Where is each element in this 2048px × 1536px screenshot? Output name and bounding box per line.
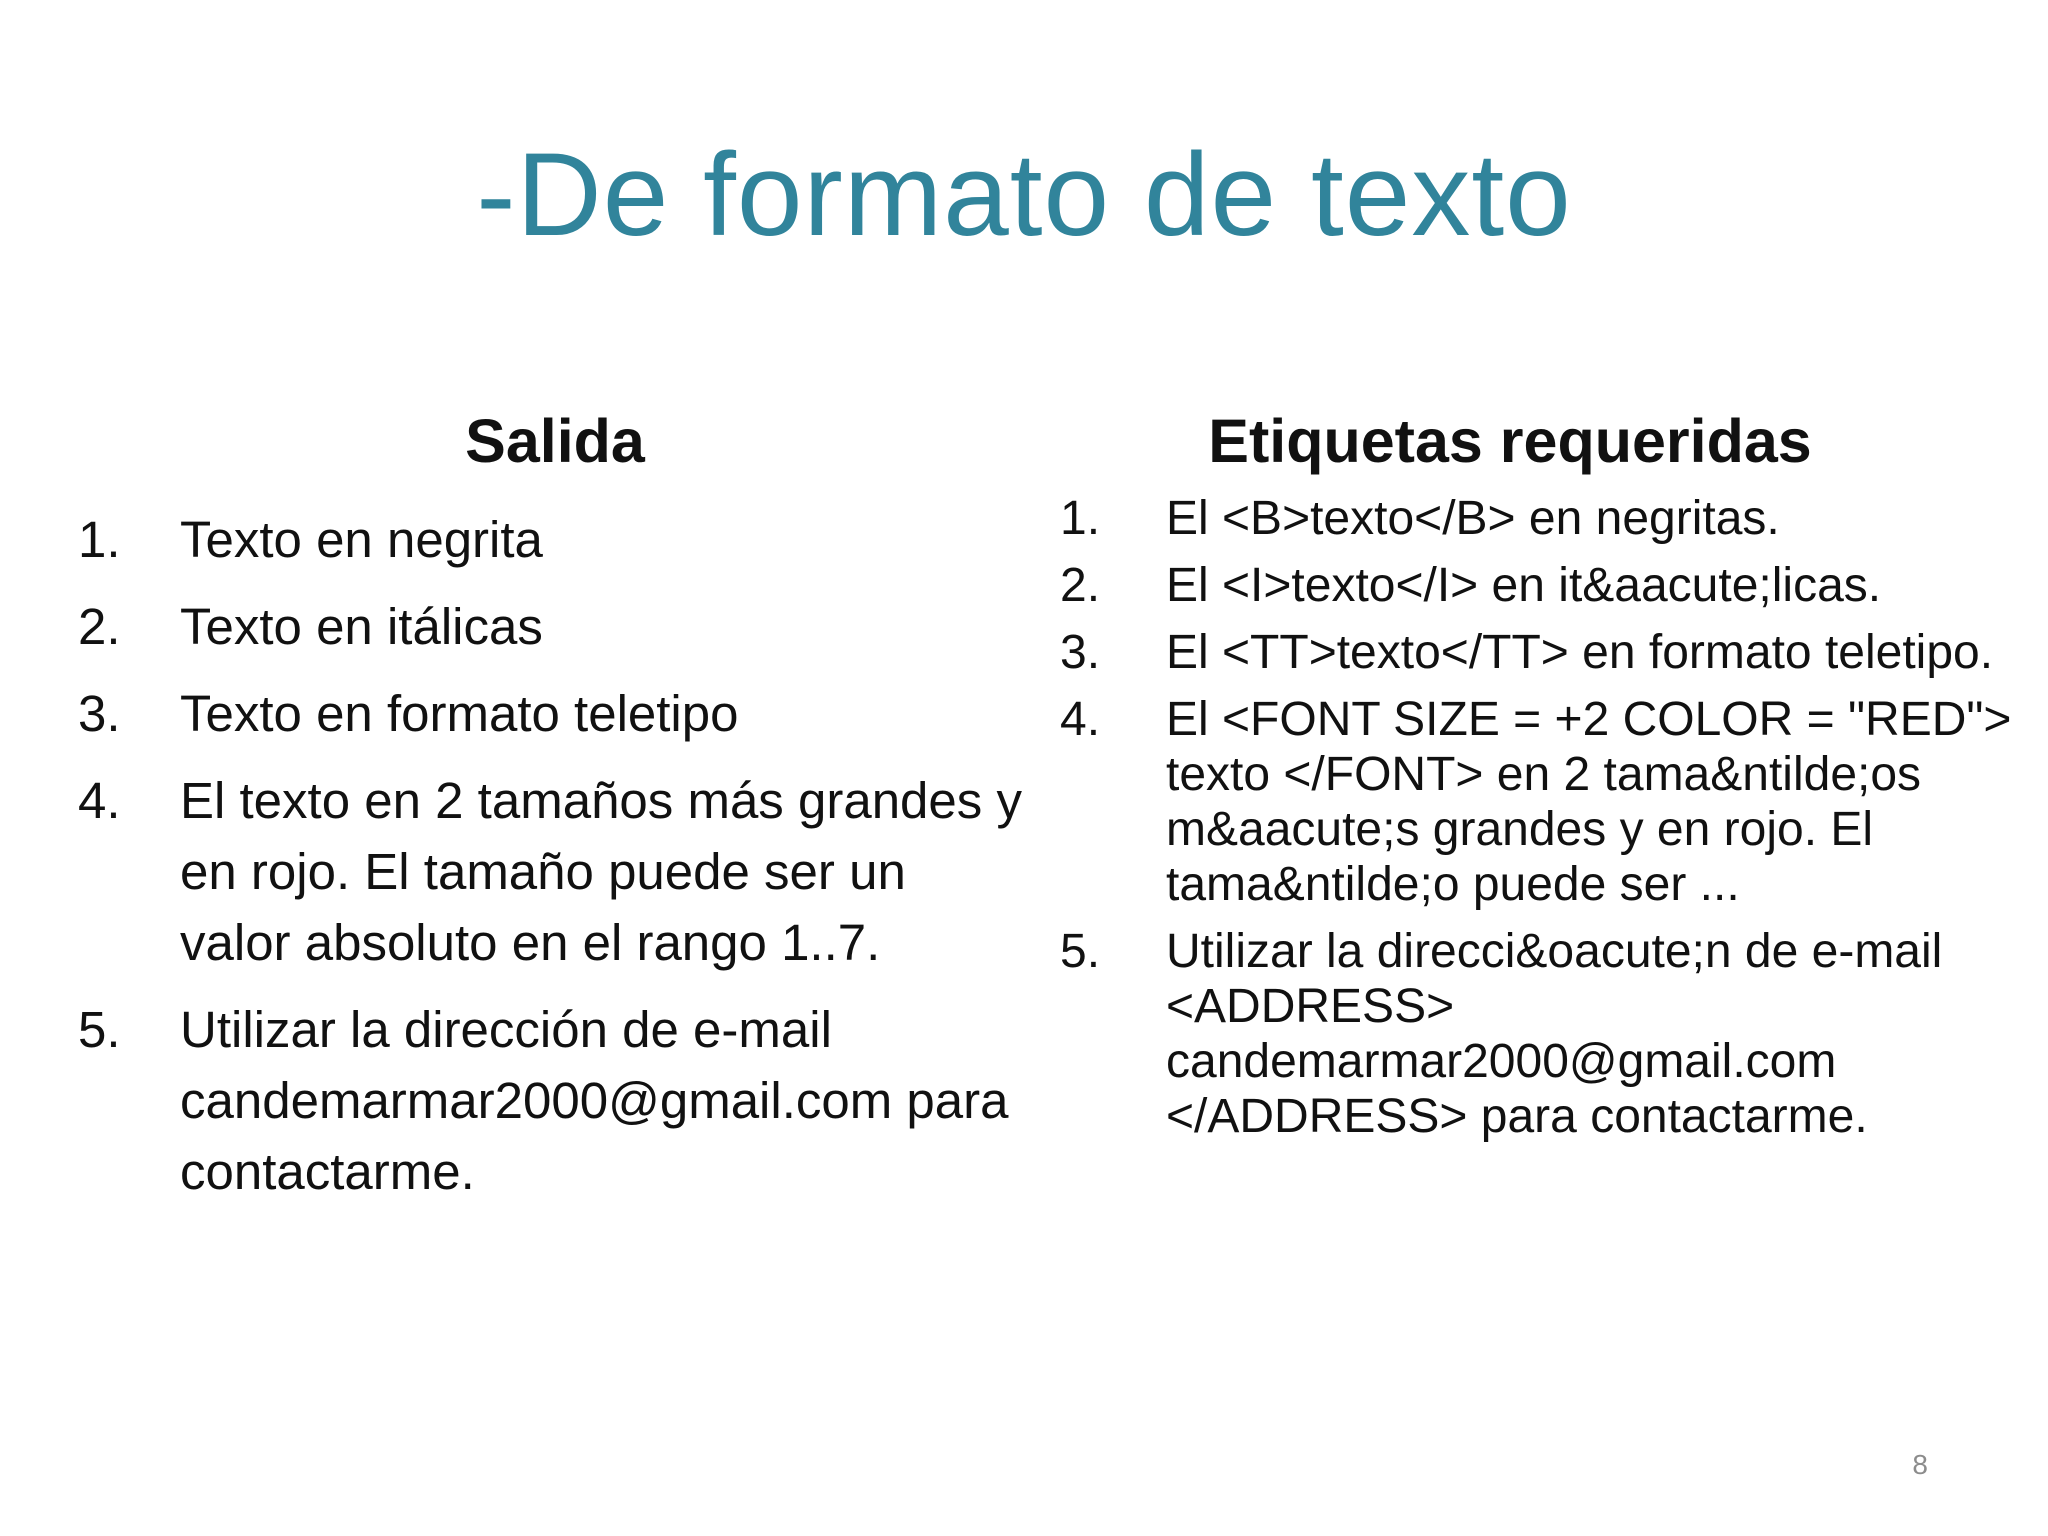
list-item: [1060, 491, 2020, 546]
list-item-number: 5.: [1060, 925, 1101, 978]
page-number: 8: [1912, 1449, 1928, 1480]
list-item-text: Texto en negrita: [180, 511, 543, 568]
list-item-text: El <FONT SIZE = +2 COLOR = "RED"> texto </FONT> en 2 tama&ntilde;os m&aacute;s grandes y en rojo. El tama&ntilde;o puede ser ...: [1166, 693, 2012, 911]
list-item-text: El texto en 2 tamaños más grandes y en rojo. El tamaño puede ser un valor absoluto en el rango 1..7.: [180, 772, 1022, 971]
list-item-text: El <I>texto</I> en it&aacute;licas.: [1166, 559, 1882, 612]
list-item: [78, 765, 1028, 978]
output-list: [78, 504, 1028, 1223]
list-item-text: Texto en formato teletipo: [180, 685, 739, 742]
list-item-text: El <B>texto</B> en negritas.: [1166, 492, 1780, 545]
slide-title: -De formato de texto: [476, 129, 1572, 261]
list-item-text: El <TT>texto</TT> en formato teletipo.: [1166, 626, 1994, 679]
list-item: [78, 504, 1028, 575]
list-item: [1060, 558, 2020, 613]
list-item-text: Utilizar la dirección de e-mail candemarmar2000@gmail.com para contactarme.: [180, 1001, 1009, 1200]
list-item: [1060, 924, 2020, 1144]
list-item-number: 3.: [78, 685, 121, 742]
right-column-heading: Etiquetas requeridas: [1208, 407, 1812, 475]
list-item: [1060, 625, 2020, 680]
list-item-number: 1.: [78, 511, 121, 568]
list-item-text: Texto en itálicas: [180, 598, 543, 655]
required-tags-list: [1060, 491, 2020, 1156]
list-item-number: 4.: [78, 772, 121, 829]
left-column-heading: Salida: [465, 407, 645, 475]
list-item-number: 2.: [78, 598, 121, 655]
list-item-number: 5.: [78, 1001, 121, 1058]
list-item: [78, 994, 1028, 1207]
list-item-number: 1.: [1060, 492, 1101, 545]
list-item: [78, 591, 1028, 662]
list-item-number: 3.: [1060, 626, 1101, 679]
list-item: [78, 678, 1028, 749]
list-item-number: 4.: [1060, 693, 1101, 746]
list-item: [1060, 692, 2020, 912]
list-item-number: 2.: [1060, 559, 1101, 612]
list-item-text: Utilizar la direcci&oacute;n de e-mail <ADDRESS> candemarmar2000@gmail.com </ADDRESS> para contactarme.: [1166, 925, 1943, 1143]
